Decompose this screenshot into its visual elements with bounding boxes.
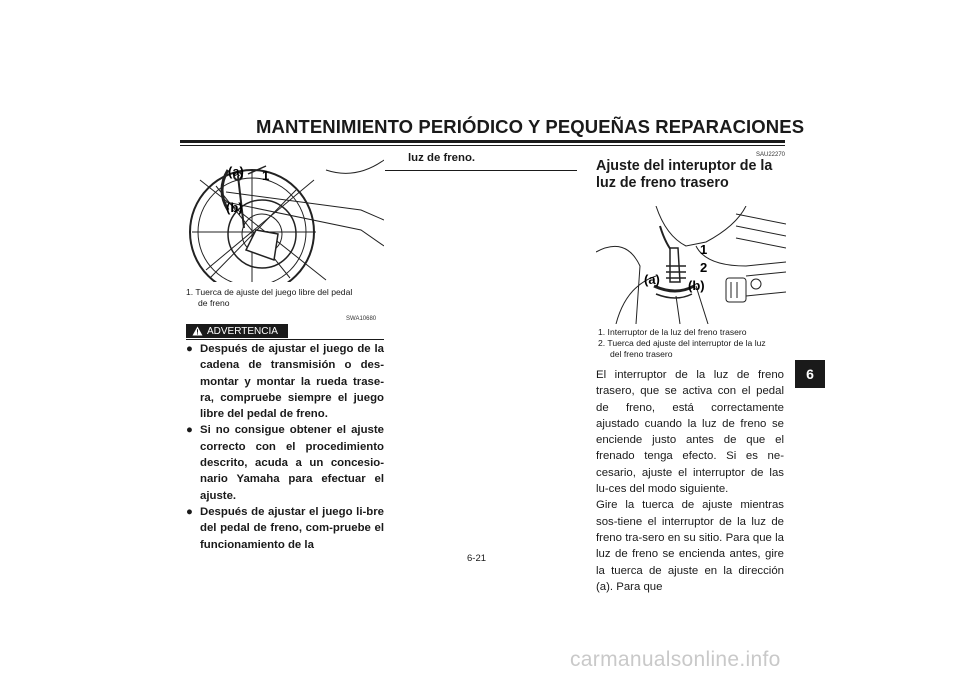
watermark: carmanualsonline.info [570,648,781,671]
figure-label-a: (a) [644,272,660,287]
warning-end-rule [385,170,577,171]
figure-label-a: (a) [228,164,244,179]
warning-item [186,504,384,553]
figure-label-1: 1 [700,242,708,257]
header-rule-thin [180,145,785,146]
header-rule [180,140,785,143]
page-header-title: MANTENIMIENTO PERIÓDICO Y PEQUEÑAS REPARACIONES [256,116,805,137]
caption-line: del freno trasero [610,349,673,359]
bullet-icon: ● [186,343,193,355]
figure-label-b: (b) [688,278,705,293]
caption-line: 1. Tuerca de ajuste del juego libre del pedal [186,287,353,297]
warning-item [186,341,384,422]
rear-wheel-figure [186,150,384,282]
figure-label-b: (b) [226,200,243,215]
bullet-icon: ● [186,505,193,518]
warning-item-text: Después de ajustar el juego de la cadena de transmisión o des-montar y montar la rueda trase-ra, compruebe siempre el juego libre del pedal de freno. [200,343,384,421]
warning-badge-label: ADVERTENCIA [207,325,278,337]
body-paragraph: El interruptor de la luz de freno trasero, que se activa con el pedal de freno, está correctamente ajustado cuando la luz de freno se enciende justo antes de que el frenado tenga efecto. Si es ne-cesario, ajuste el interruptor de las lu-ces del modo siguiente. [596,369,784,496]
warning-badge [186,324,288,338]
warning-continuation: luz de freno. [408,152,476,164]
caption-line: 2. Tuerca ded ajuste del interruptor de la luz [598,338,766,348]
figure-label-1: 1 [262,168,270,183]
figure-label-2: 2 [700,260,708,275]
right-figure-caption [598,327,786,360]
warning-item-text: Si no consigue obtener el ajuste correcto con el procedimiento descrito, acuda a un concesio-nario Yamaha para efectuar el ajuste. [200,424,384,502]
warning-triangle-icon [192,326,203,336]
brake-switch-figure [596,206,786,324]
left-figure-caption [186,287,384,309]
section-body [596,367,784,595]
warning-code: SWA10680 [346,316,377,322]
chapter-tab[interactable]: 6 [795,360,825,388]
section-code: SAU22270 [756,152,786,158]
warning-list [186,341,384,553]
bullet-icon: ● [186,424,193,437]
warning-item [186,422,384,503]
warning-rule [186,339,384,340]
caption-line: 1. Interruptor de la luz del freno trasero [598,327,747,337]
body-paragraph: Gire la tuerca de ajuste mientras sos-tiene el interruptor de la luz de freno tra-sero en su sitio. Para que la luz de freno se encienda antes, gire la tuerca de ajuste en la dirección (a). Para que [596,499,784,593]
page-number: 6-21 [467,553,487,564]
warning-item-text: Después de ajustar el juego li-bre del pedal de freno, com-pruebe el funcionamiento de la [200,505,384,551]
section-title: Ajuste del interuptor de la luz de freno trasero [596,158,773,191]
caption-line: de freno [198,298,230,308]
